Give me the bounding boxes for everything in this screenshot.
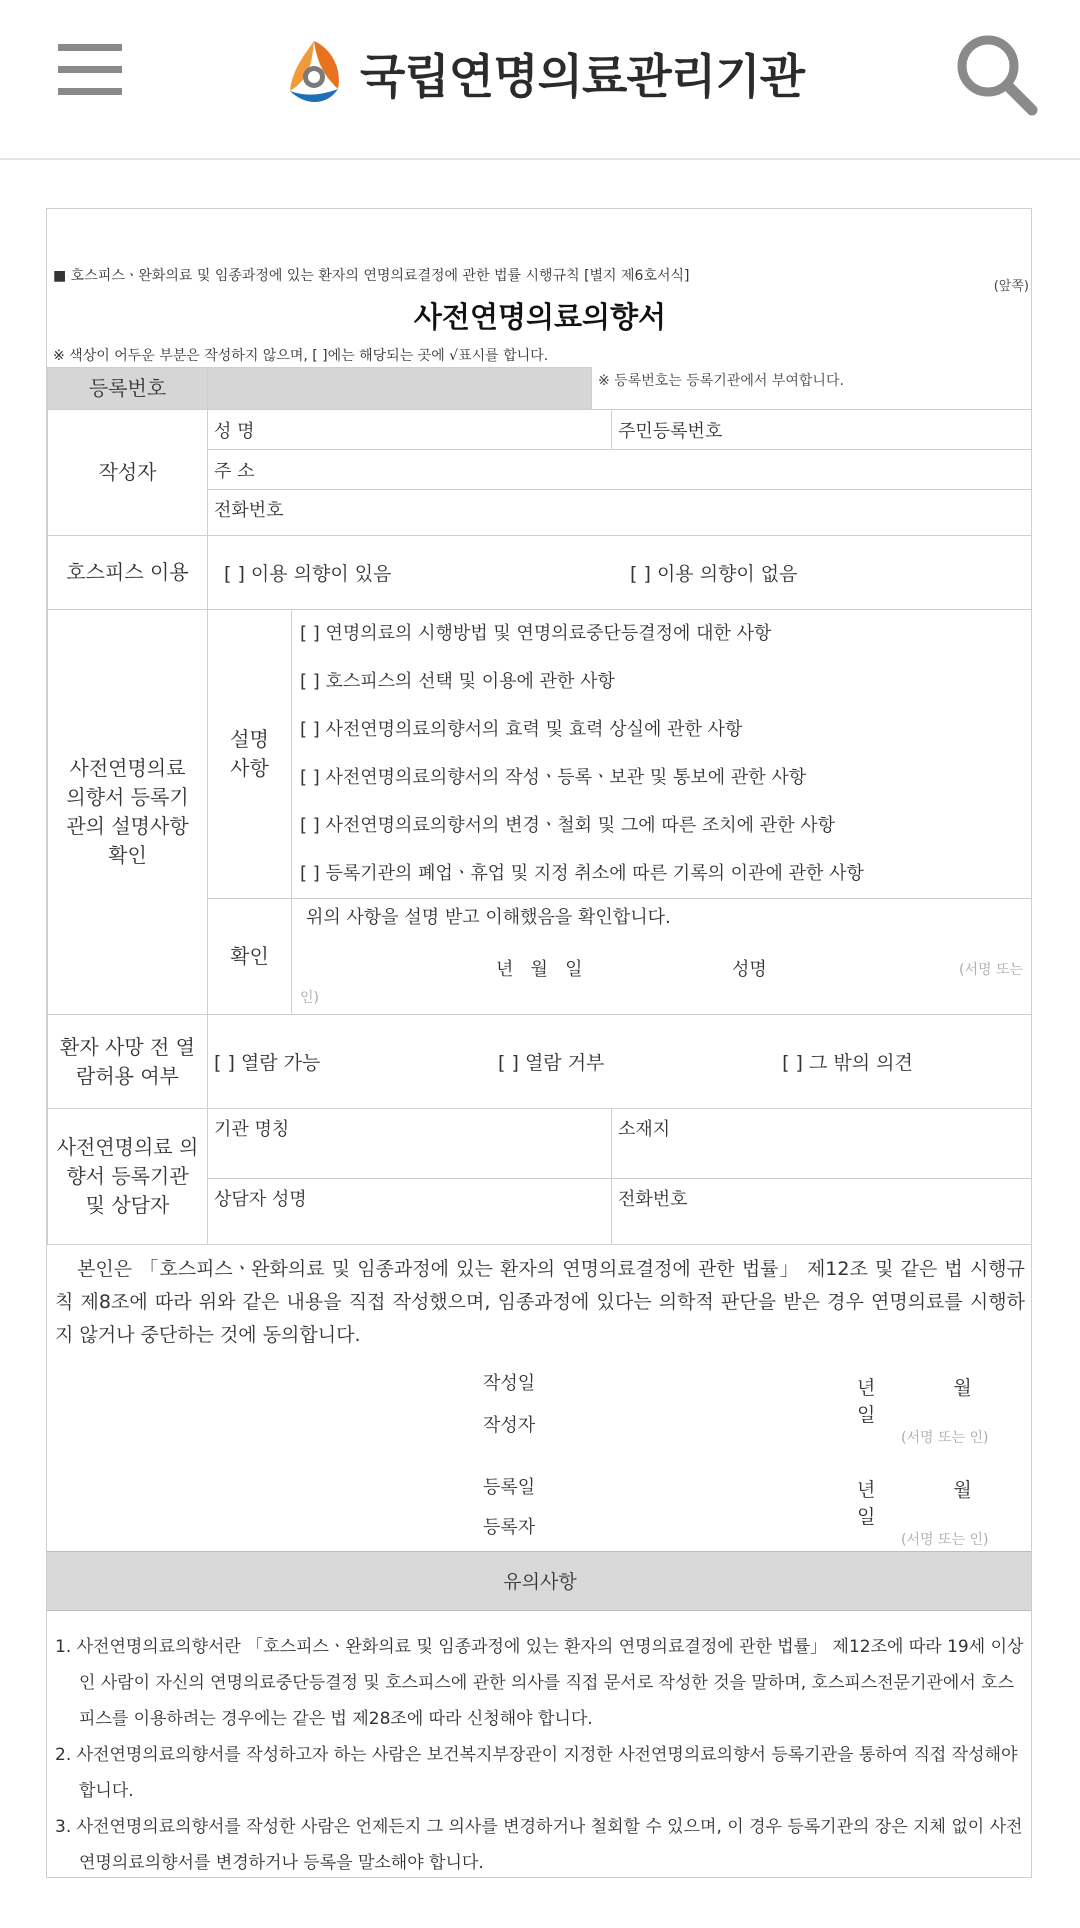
address-field[interactable] [208, 450, 1033, 490]
explanation-row [48, 610, 1033, 899]
consent-statement: 본인은 「호스피스ㆍ완화의료 및 임종과정에 있는 환자의 연명의료결정에 관한 법률」 제12조 및 같은 법 시행규칙 제8조에 따라 위와 같은 내용을 직접 작성했으며, 임종과정에 있다는 의학적 판단을 받은 경우 연명의료를 시행하지 않거나 중단하는 것에 동의합니다. [55, 1258, 1025, 1346]
institution-label: 사전연명의료 의향서 등록기관 및 상담자 [48, 1109, 208, 1245]
explanation-item-6[interactable]: [ ] 등록기관의 폐업ㆍ휴업 및 지정 취소에 따른 기록의 이관에 관한 사항 [300, 863, 864, 884]
app-header [0, 0, 1080, 160]
menu-bar [58, 66, 122, 73]
logo-emblem-icon [282, 39, 346, 107]
hospice-options [208, 536, 1033, 610]
notice-list [55, 1629, 1027, 1878]
explanation-items-cell [292, 610, 1033, 899]
author-name-label: 성 명 [214, 420, 255, 442]
confirm-date[interactable]: 년 월 일 [496, 959, 583, 980]
registration-note: ※ 등록번호는 등록기관에서 부여합니다. [598, 372, 844, 389]
counselor-name-field[interactable] [208, 1179, 612, 1245]
notice-item-1: 1. 사전연명의료의향서란 「호스피스ㆍ완화의료 및 임종과정에 있는 환자의 연명의료결정에 관한 법률」 제12조에 따라 19세 이상인 사람이 자신의 연명의료중단등결정 및 호스피스에 관한 의사를 직접 문서로 작성한 것을 말하며, 호스피스전문기관에서 호스피스를 이용하려는 경우에는 같은 법 제28조에 따라 신청해야 합니다. [55, 1637, 1024, 1729]
site-title: 국립연명의료관리기관 [360, 49, 805, 105]
author-label: 작성자 [48, 410, 208, 536]
resident-id-field[interactable] [612, 410, 1033, 450]
explanation-items-label: 설명 사항 [208, 610, 292, 899]
explanation-label: 사전연명의료 의향서 등록기관의 설명사항 확인 [48, 610, 208, 1015]
hospice-option-yes[interactable]: [ ] 이용 의향이 있음 [224, 563, 392, 585]
form-document [46, 208, 1032, 1878]
menu-bar [58, 44, 122, 51]
law-reference: ■ 호스피스ㆍ완화의료 및 임종과정에 있는 환자의 연명의료결정에 관한 법률 시행규칙 [별지 제6호서식] [53, 268, 690, 284]
institution-row-1 [48, 1109, 1033, 1179]
author-phone-field[interactable] [208, 490, 1033, 536]
institution-location-label: 소재지 [618, 1119, 671, 1140]
writer-sign-hint[interactable]: (서명 또는 인) [901, 1430, 989, 1446]
author-row-name [48, 410, 1033, 450]
confirm-sign-label[interactable]: 성명 [732, 959, 767, 980]
counselor-name-label: 상담자 성명 [214, 1189, 307, 1210]
explanation-item-2[interactable]: [ ] 호스피스의 선택 및 이용에 관한 사항 [300, 671, 615, 692]
written-date-value[interactable]: 년 월 일 [857, 1377, 1008, 1426]
registrar-sign-hint[interactable]: (서명 또는 인) [901, 1532, 989, 1548]
explanation-item-5[interactable]: [ ] 사전연명의료의향서의 변경ㆍ철회 및 그에 따른 조치에 관한 사항 [300, 815, 836, 836]
institution-phone-label: 전화번호 [618, 1189, 688, 1210]
registration-number-label: 등록번호 [48, 368, 208, 410]
explanation-item-4[interactable]: [ ] 사전연명의료의향서의 작성ㆍ등록ㆍ보관 및 통보에 관한 사항 [300, 767, 807, 788]
institution-name-label: 기관 명칭 [214, 1119, 290, 1140]
resident-id-label: 주민등록번호 [618, 420, 723, 442]
form-hint: ※ 색상이 어두운 부분은 작성하지 않으며, [ ]에는 해당되는 곳에 √표시를 합니다. [53, 348, 549, 364]
confirm-sign-hint: (서명 또는 [959, 962, 1024, 978]
confirm-sign-hint-tail: 인) [300, 990, 319, 1006]
registered-date-label: 등록일 [483, 1477, 536, 1498]
page-side-note: (앞쪽) [993, 279, 1029, 294]
author-name-field[interactable] [208, 410, 612, 450]
address-label: 주 소 [214, 460, 255, 482]
confirm-text: 위의 사항을 설명 받고 이해했음을 확인합니다. [306, 907, 671, 928]
confirm-cell [292, 899, 1033, 1015]
hospice-option-no[interactable]: [ ] 이용 의향이 없음 [630, 563, 798, 585]
directive-form-table [47, 367, 1032, 1245]
institution-phone-field[interactable] [612, 1179, 1033, 1245]
institution-name-field[interactable] [208, 1109, 612, 1179]
viewing-options [208, 1015, 1033, 1109]
viewing-option-other[interactable]: [ ] 그 밖의 의견 [782, 1052, 913, 1074]
confirm-label: 확인 [208, 899, 292, 1015]
registrar-label: 등록자 [483, 1517, 536, 1538]
menu-bar [58, 88, 122, 95]
registered-date-value[interactable]: 년 월 일 [857, 1479, 1008, 1528]
viewing-label: 환자 사망 전 열람허용 여부 [48, 1015, 208, 1109]
viewing-option-deny[interactable]: [ ] 열람 거부 [498, 1052, 605, 1074]
hospice-row [48, 536, 1033, 610]
hamburger-menu-icon[interactable] [58, 44, 122, 96]
registration-number-field [208, 368, 592, 410]
writer-label: 작성자 [483, 1415, 536, 1436]
confirm-sign-line [300, 951, 1025, 987]
notice-item-3: 3. 사전연명의료의향서를 작성한 사람은 언제든지 그 의사를 변경하거나 철회할 수 있으며, 이 경우 등록기관의 장은 지체 없이 사전연명의료의향서를 변경하거나 등록을 말소해야 합니다. [55, 1817, 1023, 1873]
written-date-label: 작성일 [483, 1373, 536, 1394]
site-logo[interactable] [282, 38, 804, 108]
viewing-option-allow[interactable]: [ ] 열람 가능 [214, 1052, 321, 1074]
document-title: 사전연명의료의향서 [413, 300, 667, 334]
viewing-row [48, 1015, 1033, 1109]
search-icon[interactable] [952, 30, 1038, 116]
registration-row [48, 368, 1033, 410]
hospice-label: 호스피스 이용 [48, 536, 208, 610]
explanation-item-3[interactable]: [ ] 사전연명의료의향서의 효력 및 효력 상실에 관한 사항 [300, 719, 743, 740]
explanation-item-1[interactable]: [ ] 연명의료의 시행방법 및 연명의료중단등결정에 대한 사항 [300, 623, 772, 644]
author-phone-label: 전화번호 [214, 500, 284, 521]
notice-item-2: 2. 사전연명의료의향서를 작성하고자 하는 사람은 보건복지부장관이 지정한 사전연명의료의향서 등록기관을 통하여 직접 작성해야 합니다. [55, 1745, 1018, 1801]
institution-location-field[interactable] [612, 1109, 1033, 1179]
notice-title: 유의사항 [47, 1551, 1032, 1611]
